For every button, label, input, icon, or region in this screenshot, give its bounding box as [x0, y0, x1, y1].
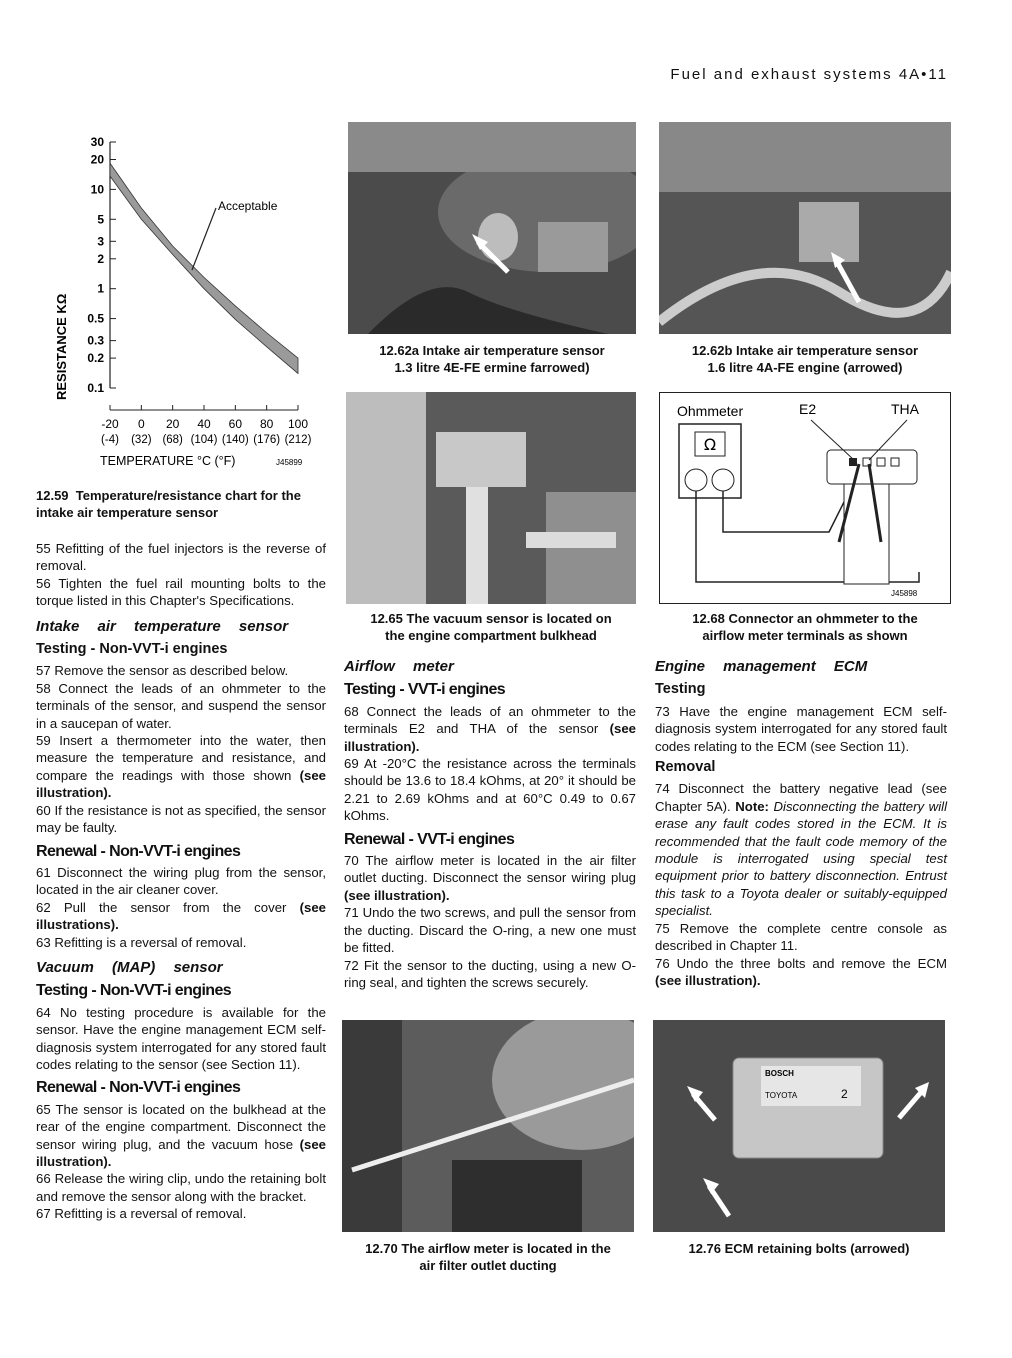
- caption-12-65: [346, 610, 636, 644]
- para-68: 68 Connect the leads of an ohmmeter to the terminals E2 and THA of the sensor (see illustration).: [344, 703, 636, 754]
- caption-12-68-line2: airflow meter terminals as shown: [702, 628, 908, 643]
- section-vacuum-map-sensor: Vacuum (MAP) sensor: [36, 958, 223, 976]
- column-2: [344, 658, 636, 991]
- note-text: Disconnecting the battery will erase any fault codes stored in the ECM. It is recommended that the fault code memory of the module is interrogated using special test equipment prior to battery disconnection. Entrust this task to a Toyota dealer or suitably-equipped specialist.: [655, 798, 947, 919]
- para-71: 71 Undo the two screws, and pull the sensor from the ducting. Discard the O-ring, a new one must be fitted.: [344, 905, 636, 956]
- x-tick-label-c: 20: [165, 417, 180, 431]
- section-airflow-meter: Airflow meter: [344, 658, 454, 675]
- para-67: 67 Refitting is a reversal of removal.: [36, 1206, 247, 1222]
- para-56: 56 Tighten the fuel rail mounting bolts to the torque listed in this Chapter's Specifications.: [36, 575, 326, 609]
- x-tick-label-f: (32): [131, 434, 152, 446]
- ecm-number: 2: [841, 1087, 848, 1101]
- x-tick-label-f: (140): [221, 434, 249, 446]
- para-76: 76 Undo the three bolts and remove the ECM (see illustration).: [655, 955, 947, 988]
- see-illustrations-ref: (see illustrations).: [36, 899, 326, 933]
- caption-12-62a-line2: 1.3 litre 4E-FE ermine farrowed): [394, 360, 590, 375]
- see-illustration-ref: (see illustration).: [655, 972, 761, 988]
- x-tick-label-f: (104): [190, 434, 218, 446]
- terminal-tha-label: THA: [891, 401, 919, 417]
- see-illustration-ref: (see illustration).: [344, 887, 450, 903]
- caption-12-68-line1: 12.68 Connector an ohmmeter to the: [692, 611, 918, 626]
- photo-12-70: [342, 1020, 634, 1232]
- caption-12-70-line1: 12.70 The airflow meter is located in the: [365, 1241, 611, 1256]
- lead-socket-icon: [685, 469, 707, 491]
- y-tick-label: 5: [97, 212, 104, 227]
- see-illustration-ref: (see illustration).: [344, 721, 636, 754]
- caption-12-65-line2: the engine compartment bulkhead: [385, 628, 597, 643]
- x-tick-label-f: (68): [162, 434, 183, 446]
- note-label: Note:: [735, 798, 769, 814]
- column-1: [36, 540, 326, 1223]
- caption-12-62a-line1: 12.62a Intake air temperature sensor: [379, 343, 605, 358]
- photo-12-76: [653, 1020, 945, 1232]
- heading-testing-vvti: Testing - VVT-i engines: [344, 681, 506, 699]
- heading-removal: Removal: [655, 759, 716, 776]
- lead-socket-icon: [712, 469, 734, 491]
- y-tick-label: 0.5: [87, 311, 104, 326]
- para-57: 57 Remove the sensor as described below.: [36, 663, 289, 679]
- caption-12-70-line2: air filter outlet ducting: [419, 1258, 557, 1273]
- y-tick-label: 0.3: [87, 333, 104, 348]
- heading-testing: Testing: [655, 681, 706, 698]
- para-69: 69 At -20°C the resistance across the terminals should be 13.6 to 18.4 kOhms, at 20° it should be 2.21 to 2.69 kOhms and at 60°C 0.49 to 0.67 kOhms.: [344, 756, 636, 824]
- chart-ylabel: RESISTANCE KΩ: [54, 293, 69, 400]
- ohm-symbol-icon: Ω: [703, 435, 717, 454]
- ecm-brand: BOSCH: [765, 1069, 794, 1078]
- annotation-leader: [192, 208, 216, 270]
- para-72: 72 Fit the sensor to the ducting, using a new O-ring seal, and tighten the screws securely.: [344, 957, 636, 990]
- heading-renewal-vvti: Renewal - VVT-i engines: [344, 830, 515, 848]
- heading-testing-non-vvti-2: Testing - Non-VVT-i engines: [36, 982, 232, 1000]
- caption-12-59-text: Temperature/resistance chart for the intake air temperature sensor: [36, 488, 301, 520]
- ecm-make: TOYOTA: [765, 1091, 798, 1100]
- x-tick-label-c: 80: [259, 417, 274, 431]
- para-65: 65 The sensor is located on the bulkhead at the rear of the engine compartment. Disconnect the sensor wiring plug, and the vacuum hose (see illustration).: [36, 1101, 326, 1169]
- para-59: 59 Insert a thermometer into the water, then measure the temperature and resistance, and compare the readings with those shown (see illustration).: [36, 733, 326, 801]
- x-tick-label-c: 40: [197, 417, 211, 431]
- y-tick-label: 2: [97, 251, 104, 266]
- caption-12-68: [659, 610, 951, 644]
- para-62: 62 Pull the sensor from the cover (see illustrations).: [36, 899, 326, 933]
- caption-12-70: [342, 1240, 634, 1274]
- x-tick-label-c: 60: [228, 417, 243, 431]
- section-engine-management-ecm: Engine management ECM: [655, 658, 868, 675]
- para-66: 66 Release the wiring clip, undo the retaining bolt and remove the sensor along with the bracket.: [36, 1171, 326, 1204]
- ohmmeter-label: Ohmmeter: [677, 403, 744, 419]
- x-tick-label-c: 100: [287, 417, 309, 431]
- section-intake-air-temperature-sensor: Intake air temperature sensor: [36, 617, 289, 635]
- para-70: 70 The airflow meter is located in the air filter outlet ducting. Disconnect the sensor wiring plug (see illustration).: [344, 853, 636, 903]
- para-61: 61 Disconnect the wiring plug from the sensor, located in the air cleaner cover.: [36, 864, 326, 898]
- x-tick-label-c: -20: [101, 417, 119, 431]
- y-tick-label: 1: [97, 281, 104, 296]
- para-58: 58 Connect the leads of an ohmmeter to the terminals of the sensor, and suspend the sensor in a saucepan of water.: [36, 680, 326, 731]
- see-illustration-ref: (see illustration).: [36, 767, 326, 801]
- y-tick-label: 20: [90, 152, 104, 167]
- photo-12-62a: [348, 122, 636, 334]
- caption-12-62b-line2: 1.6 litre 4A-FE engine (arrowed): [707, 360, 903, 375]
- para-75: 75 Remove the complete centre console as described in Chapter 11.: [655, 920, 947, 954]
- diagram-code: J45898: [891, 589, 918, 598]
- y-tick-label: 30: [90, 135, 104, 149]
- chart-axes: [87, 135, 311, 446]
- y-tick-label: 0.2: [87, 351, 104, 366]
- caption-12-65-line1: 12.65 The vacuum sensor is located on: [370, 611, 612, 626]
- x-tick-label-f: (176): [253, 434, 281, 446]
- heading-renewal-non-vvti-2: Renewal - Non-VVT-i engines: [36, 1079, 241, 1097]
- heading-testing-non-vvti: Testing - Non-VVT-i engines: [36, 641, 228, 658]
- para-60: 60 If the resistance is not as specified, the sensor may be faulty.: [36, 802, 326, 836]
- chart-code: J45899: [276, 458, 303, 467]
- caption-12-76: 12.76 ECM retaining bolts (arrowed): [688, 1241, 910, 1256]
- x-tick-label-f: (212): [284, 434, 312, 446]
- chart-xlabel: TEMPERATURE °C (°F): [100, 454, 236, 468]
- y-tick-label: 10: [90, 182, 104, 197]
- para-64: 64 No testing procedure is available for the sensor. Have the engine management ECM self-diagnosis system interrogated for any stored fault codes relating to the sensor (see Section 11).: [36, 1004, 326, 1072]
- caption-12-62b: [659, 342, 951, 376]
- caption-12-59: [36, 487, 328, 521]
- para-55: 55 Refitting of the fuel injectors is the reverse of removal.: [36, 541, 326, 574]
- chart-annotation: Acceptable: [218, 199, 278, 213]
- para-73: 73 Have the engine management ECM self-diagnosis system interrogated for any stored fault codes relating to the ECM (see Section 11).: [655, 703, 947, 754]
- column-3: [655, 658, 947, 989]
- caption-12-62b-line1: 12.62b Intake air temperature sensor: [691, 343, 919, 358]
- y-tick-label: 3: [97, 234, 104, 249]
- heading-renewal-non-vvti: Renewal - Non-VVT-i engines: [36, 842, 241, 860]
- x-tick-label-f: (-4): [101, 434, 119, 446]
- see-illustration-ref: (see illustration).: [36, 1136, 326, 1169]
- ohmmeter-diagram: [659, 392, 951, 604]
- terminal-e2-label: E2: [799, 401, 817, 417]
- caption-12-62a: [348, 342, 636, 376]
- para-63: 63 Refitting is a reversal of removal.: [36, 934, 247, 950]
- para-74: 74 Disconnect the battery negative lead (see Chapter 5A). Note: Disconnecting the battery will erase any fault codes stored in the ECM. It is recommended that the fault code memory of the module is interrogated using special test equipment prior to battery disconnection. Entrust this task to a Toyota dealer or suitably-equipped specialist.: [655, 781, 947, 919]
- photo-12-62b: [659, 122, 951, 334]
- temperature-resistance-chart: [40, 130, 330, 475]
- running-header: Fuel and exhaust systems 4A•11: [670, 66, 948, 83]
- caption-12-59-num: 12.59: [36, 488, 69, 503]
- acceptable-band: [110, 163, 298, 373]
- photo-12-65: [346, 392, 636, 604]
- y-tick-label: 0.1: [87, 381, 104, 395]
- x-tick-label-c: 0: [137, 417, 145, 431]
